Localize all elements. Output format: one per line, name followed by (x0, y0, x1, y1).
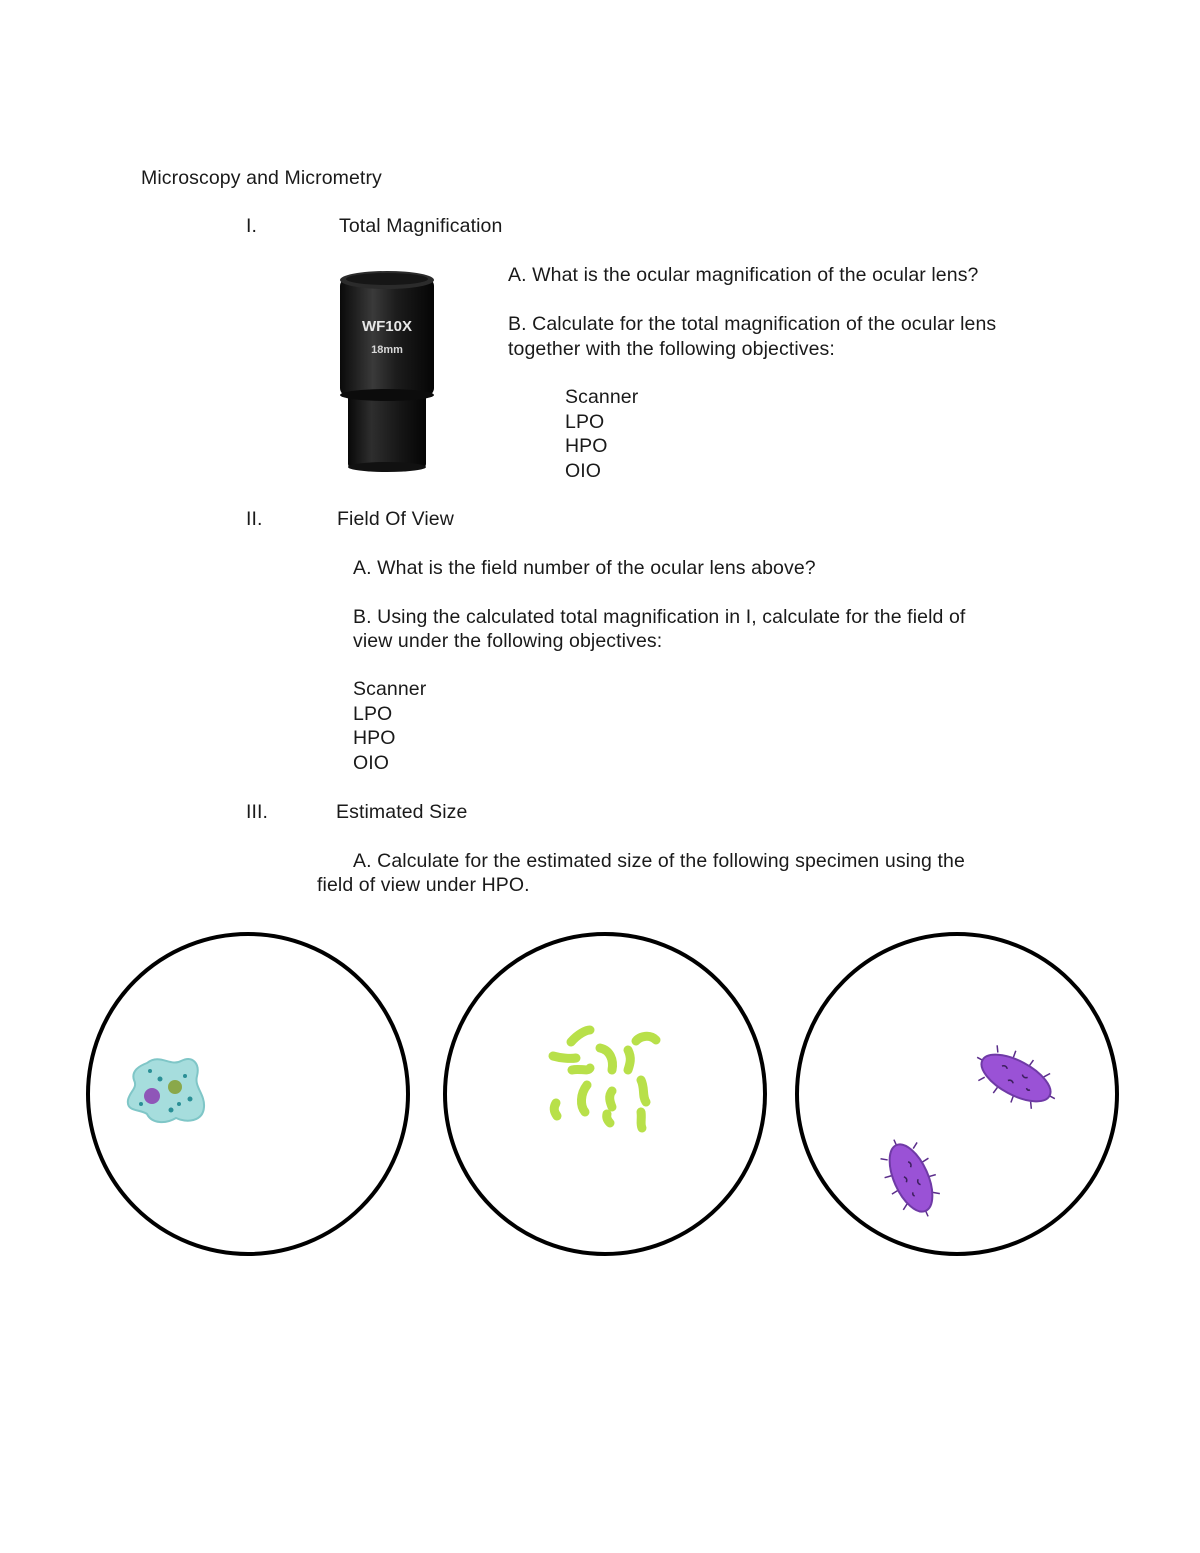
field-circle-amoeba (88, 934, 408, 1254)
list-item: HPO (353, 727, 396, 749)
section-3-numeral: III. (246, 801, 269, 823)
section-1-question-b-line2: together with the following objectives: (508, 338, 835, 360)
eyepiece-image (334, 268, 440, 474)
list-item: OIO (565, 459, 602, 482)
list-item: LPO (565, 410, 605, 433)
section-1-objective-list (565, 385, 638, 483)
eyepiece-label-main: WF10X (361, 318, 413, 335)
section-2-numeral: II. (246, 508, 263, 530)
section-1-question-a: A. What is the ocular magnification of the ocular lens? (508, 264, 979, 286)
section-2-question-b-line2: view under the following objectives: (353, 630, 663, 652)
section-3-question-a-line2: field of view under HPO. (317, 874, 530, 896)
section-2-question-a: A. What is the field number of the ocular lens above? (353, 557, 816, 579)
specimen-fields (0, 920, 1200, 1270)
section-1-question-b-line1: B. Calculate for the total magnification of the ocular lens (508, 313, 997, 335)
section-2-objective-list (353, 677, 426, 775)
list-item: HPO (565, 435, 608, 457)
page-title: Microscopy and Micrometry (141, 167, 382, 189)
list-item: OIO (353, 751, 390, 774)
list-item: Scanner (353, 678, 427, 700)
section-3-question-a-line1: A. Calculate for the estimated size of the following specimen using the (353, 850, 965, 872)
list-item: Scanner (565, 386, 639, 408)
field-circle-bacteria (797, 934, 1117, 1254)
field-circle-bacilli (445, 934, 765, 1254)
section-2-question-b-line1: B. Using the calculated total magnification in I, calculate for the field of (353, 606, 966, 628)
section-3-heading: Estimated Size (336, 801, 468, 823)
list-item: LPO (353, 702, 393, 725)
section-2-heading: Field Of View (337, 508, 454, 530)
eyepiece-label-sub: 18mm (371, 344, 403, 356)
section-1-heading: Total Magnification (339, 215, 503, 237)
section-1-numeral: I. (246, 215, 258, 237)
